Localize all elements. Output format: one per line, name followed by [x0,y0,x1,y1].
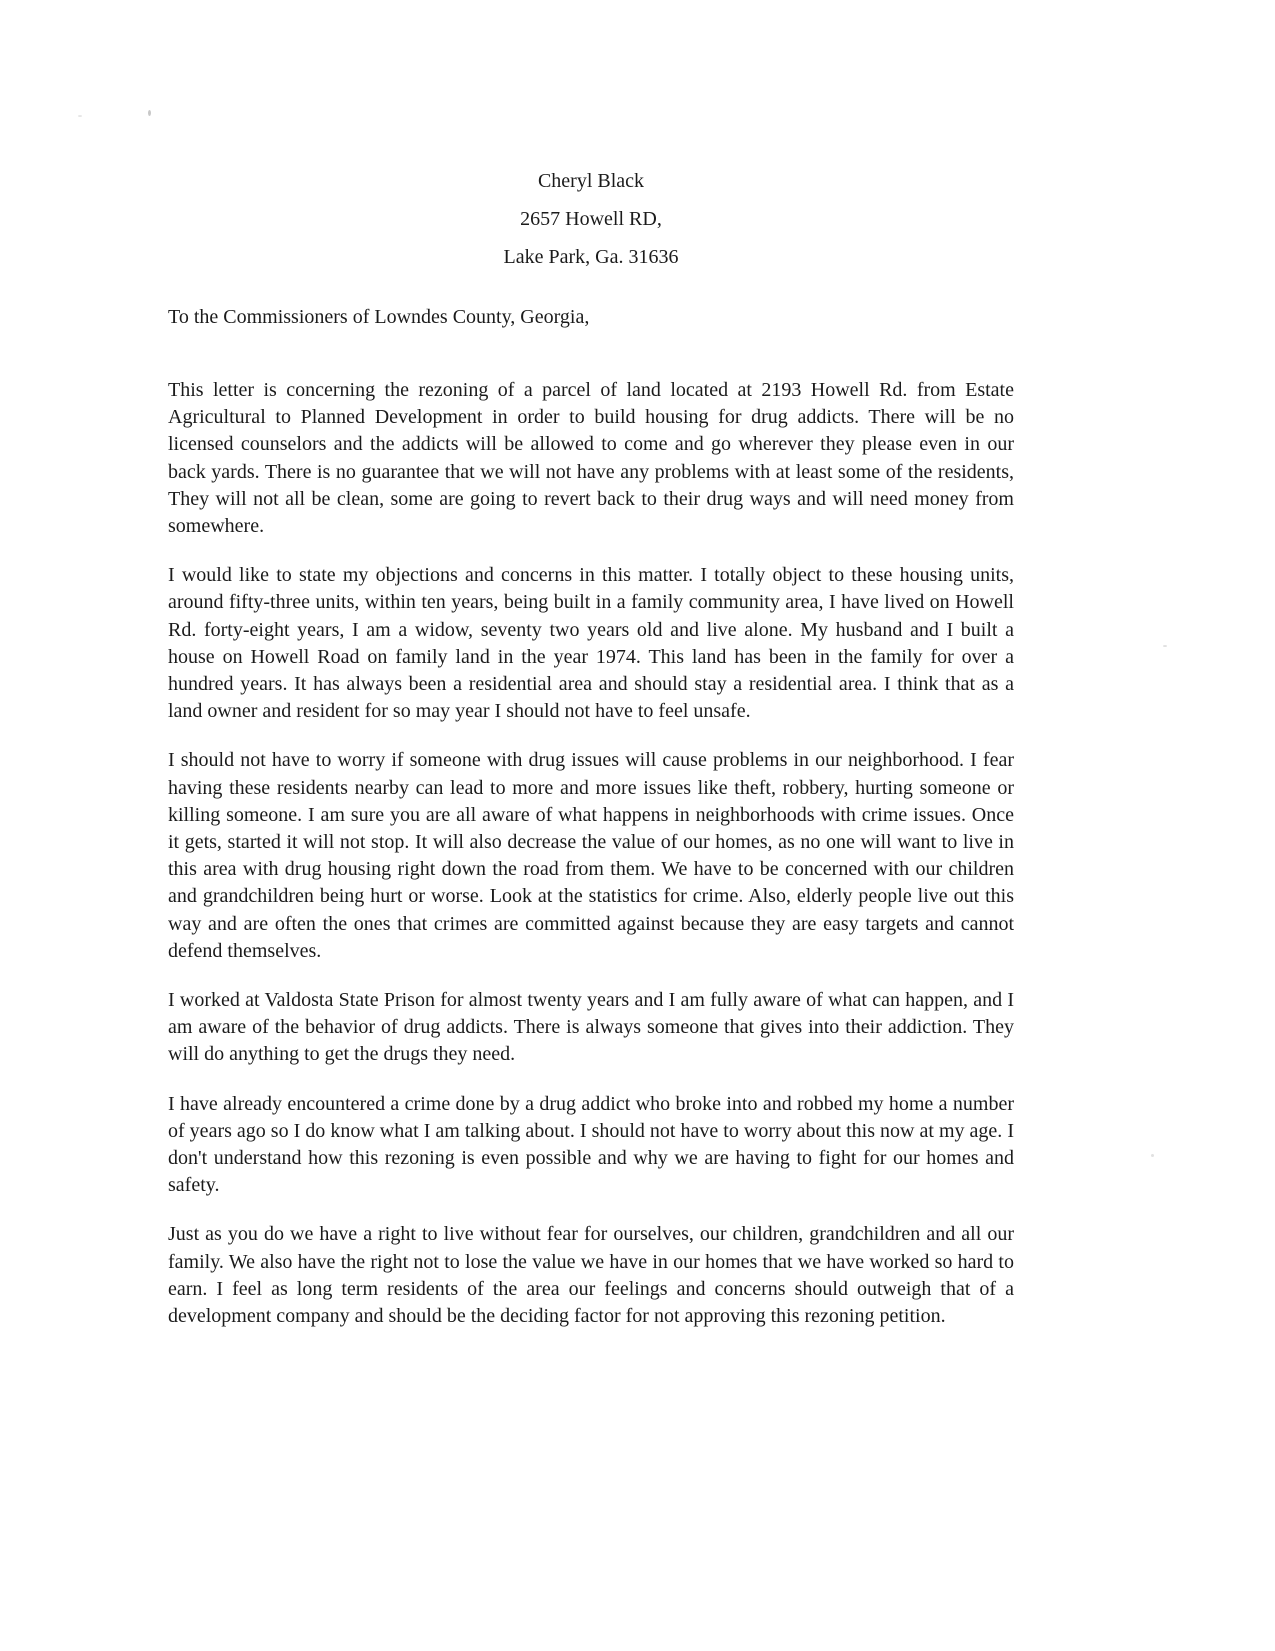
paragraph-5: I have already encountered a crime done by a drug addict who broke into and robbed my home a number of years ago so I do know what I am talking about. I should not have to worry about this now at my age. I don't understand how this rezoning is even possible and why we are having to fight for our homes and safety. [168,1092,1014,1197]
salutation: To the Commissioners of Lowndes County, Georgia, [168,306,590,328]
scan-artifact [1163,645,1167,647]
scan-artifact [148,110,151,116]
sender-address-street: 2657 Howell RD, [520,208,662,230]
paragraph-6: Just as you do we have a right to live without fear for ourselves, our children, grandchildren and all our family. We also have the right not to lose the value we have in our homes that we have worked so hard to earn. I feel as long term residents of the area our feelings and concerns should outweigh that of a development company and should be the deciding factor for not approving this rezoning petition. [168,1223,1014,1328]
paragraph-3: I should not have to worry if someone with drug issues will cause problems in our neighborhood. I fear having these residents nearby can lead to more and more issues like theft, robbery, hurting someone or killing someone. I am sure you are all aware of what happens in neighborhoods with crime issues. Once it gets, started it will not stop. It will also decrease the value of our homes, as no one will want to live in this area with drug housing right down the road from them. We have to be concerned with our children and grandchildren being hurt or worse. Look at the statistics for crime. Also, elderly people live out this way and are often the ones that crimes are committed against because they are easy targets and cannot defend themselves. [168,749,1014,962]
scan-artifact [78,115,82,117]
sender-block [168,162,1014,276]
sender-name: Cheryl Black [537,170,645,192]
sender-address-city: Lake Park, Ga. 31636 [503,246,679,268]
paragraph-2: I would like to state my objections and concerns in this matter. I totally object to these housing units, around fifty-three units, within ten years, being built in a family community area, I have lived on Howell Rd. forty-eight years, I am a widow, seventy two years old and live alone. My husband and I built a house on Howell Road on family land in the year 1974. This land has been in the family for over a hundred years. It has always been a residential area and should stay a residential area. I think that as a land owner and resident for so may year I should not have to feel unsafe. [168,564,1014,723]
scan-artifact [1151,1154,1154,1157]
letter-content [168,0,1014,1330]
letter-body [168,377,1014,1330]
paragraph-4: I worked at Valdosta State Prison for almost twenty years and I am fully aware of what can happen, and I am aware of the behavior of drug addicts. There is always someone that gives into their addiction. They will do anything to get the drugs they need. [168,989,1014,1066]
paragraph-1: This letter is concerning the rezoning of a parcel of land located at 2193 Howell Rd. from Estate Agricultural to Planned Development in order to build housing for drug addicts. There will be no licensed counselors and the addicts will be allowed to come and go wherever they please even in our back yards. There is no guarantee that we will not have any problems with at least some of the residents, They will not all be clean, some are going to revert back to their drug ways and will need money from somewhere. [168,379,1014,538]
